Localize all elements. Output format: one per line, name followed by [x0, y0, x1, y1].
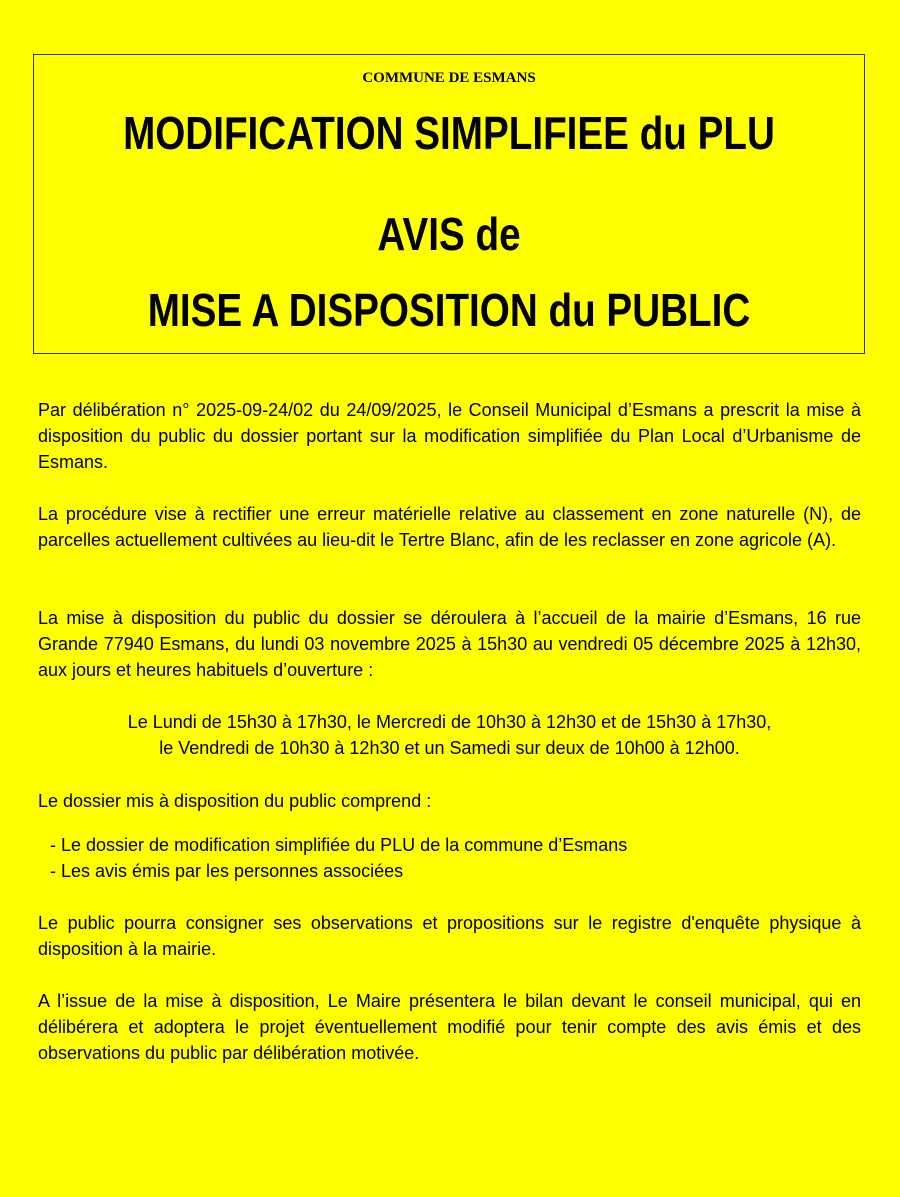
header-box — [33, 54, 865, 354]
opening-hours — [38, 709, 861, 761]
list-item: - Le dossier de modification simplifiée du PLU de la commune d’Esmans — [50, 835, 628, 855]
dossier-list — [50, 832, 627, 884]
paragraph-observations: Le public pourra consigner ses observations et propositions sur le registre d'enquête physique à disposition à la mairie. — [38, 913, 861, 959]
commune-name: COMMUNE DE ESMANS — [362, 70, 536, 86]
list-item: - Les avis émis par les personnes associées — [50, 861, 404, 881]
paragraph-conclusion: A l’issue de la mise à disposition, Le Maire présentera le bilan devant le conseil municipal, qui en délibérera et adoptera le projet éventuellement modifié pour tenir compte des avis émis et des observations du public par délibération motivée. — [38, 991, 861, 1063]
opening-hours-line-1: Le Lundi de 15h30 à 17h30, le Mercredi de 10h30 à 12h30 et de 15h30 à 17h30, — [127, 712, 772, 732]
paragraph-deliberation: Par délibération n° 2025-09-24/02 du 24/09/2025, le Conseil Municipal d’Esmans a prescrit la mise à disposition du public du dossier portant sur la modification simplifiée du Plan Local d’Urbanisme de Esmans. — [38, 400, 861, 472]
paragraph-procedure: La procédure vise à rectifier une erreur matérielle relative au classement en zone naturelle (N), de parcelles actuellement cultivées au lieu-dit le Tertre Blanc, afin de les reclasser en zone agricole (A). — [38, 504, 861, 550]
title-line-1: MODIFICATION SIMPLIFIEE du PLU — [123, 107, 775, 159]
paragraph-dossier-contents: Le dossier mis à disposition du public comprend : — [38, 791, 432, 811]
title-line-2: AVIS de — [377, 208, 521, 260]
paragraph-location-dates: La mise à disposition du public du dossier se déroulera à l’accueil de la mairie d’Esmans, 16 rue Grande 77940 Esmans, du lundi 03 novembre 2025 à 15h30 au vendredi 05 décembre 2025 à 12h30, aux jours et heures habituels d’ouverture : — [38, 608, 861, 680]
opening-hours-line-2: le Vendredi de 10h30 à 12h30 et un Samedi sur deux de 10h00 à 12h00. — [159, 738, 740, 758]
title-line-3: MISE A DISPOSITION du PUBLIC — [147, 284, 751, 336]
